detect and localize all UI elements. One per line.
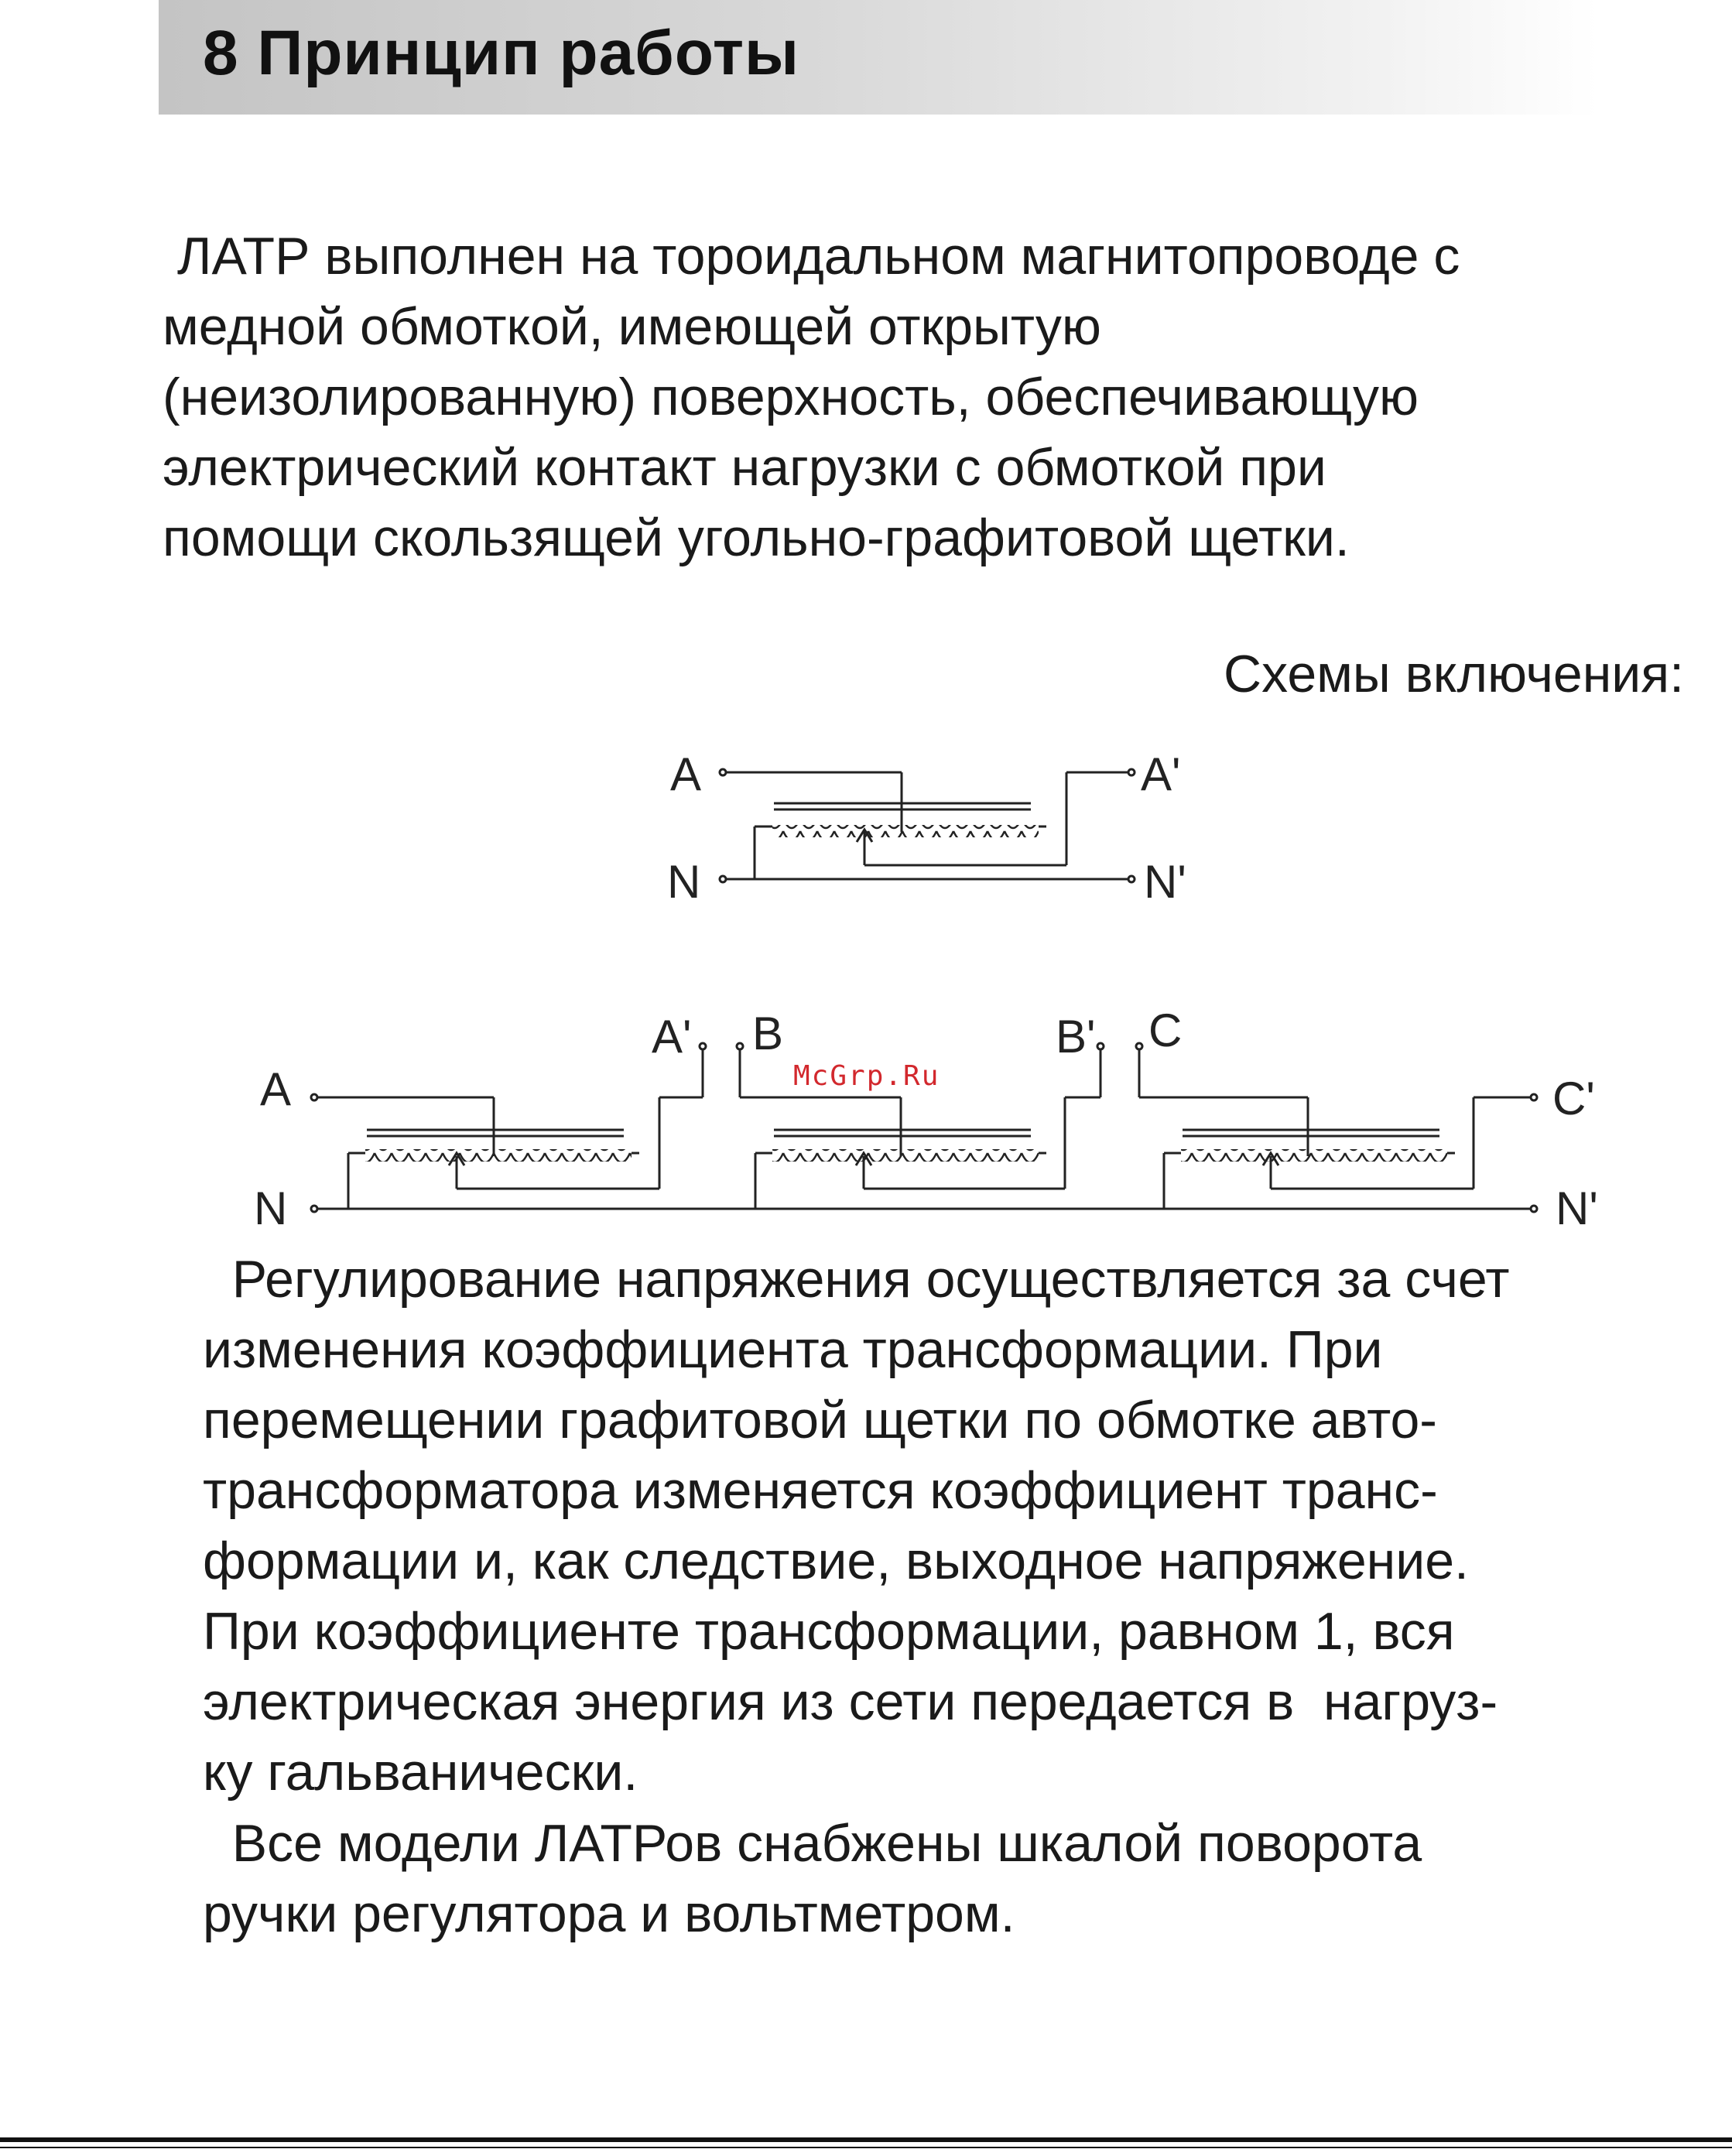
text-line: Все модели ЛАТРов снабжены шкалой поворота xyxy=(203,1814,1422,1873)
text-line: электрическая энергия из сети передается в нагруз- xyxy=(203,1672,1498,1731)
models-paragraph xyxy=(203,1809,1422,1949)
text-line: перемещении графитовой щетки по обмотке авто- xyxy=(203,1391,1437,1449)
text-line: ручки регулятора и вольтметром. xyxy=(203,1884,1015,1943)
text-line: медной обмоткой, имеющей открытую xyxy=(163,297,1101,356)
terminal xyxy=(720,769,726,775)
terminal-label: A xyxy=(670,748,702,800)
terminal xyxy=(1531,1206,1537,1212)
regulation-paragraph xyxy=(203,1244,1510,1808)
text-line: электрический контакт нагрузки с обмоткой при xyxy=(163,438,1326,497)
text-line: трансформатора изменяется коэффициент транс- xyxy=(203,1461,1438,1520)
text-line: формации и, как следствие, выходное напряжение. xyxy=(203,1531,1469,1590)
text-line: изменения коэффициента трансформации. При xyxy=(203,1320,1383,1379)
winding-coil xyxy=(772,825,1039,837)
terminal-label: A' xyxy=(652,1011,692,1063)
terminal xyxy=(311,1206,317,1212)
terminal xyxy=(1136,1043,1142,1049)
terminal-label: N' xyxy=(1556,1182,1598,1234)
terminal-label: C xyxy=(1148,1004,1183,1056)
terminal-label: N xyxy=(667,856,701,908)
page-title: 8 Принцип работы xyxy=(203,18,800,88)
text-line: помощи скользящей угольно-графитовой щетки. xyxy=(163,508,1350,567)
text-line: (неизолированную) поверхность, обеспечивающую xyxy=(163,368,1419,426)
three-phase-diagram xyxy=(254,1004,1598,1234)
terminal xyxy=(720,876,726,882)
terminal xyxy=(1097,1043,1104,1049)
winding-coil xyxy=(1181,1149,1447,1162)
text-line: ку гальванически. xyxy=(203,1743,638,1802)
terminal-label: N' xyxy=(1144,856,1186,908)
text-line: При коэффициенте трансформации, равном 1, вся xyxy=(203,1602,1455,1661)
terminal-label: B' xyxy=(1056,1011,1096,1063)
terminal-label: B xyxy=(752,1008,784,1059)
terminal xyxy=(1128,769,1135,775)
terminal xyxy=(700,1043,706,1049)
text-line: Регулирование напряжения осуществляется за счет xyxy=(203,1250,1510,1309)
terminal-label: C' xyxy=(1552,1073,1595,1124)
single-phase-diagram xyxy=(667,748,1186,908)
winding-coil xyxy=(365,1149,632,1162)
terminal-label: A' xyxy=(1141,748,1181,800)
terminal xyxy=(737,1043,743,1049)
terminal-label: N xyxy=(254,1182,288,1234)
terminal xyxy=(311,1094,317,1100)
footer-rule xyxy=(0,2147,1732,2148)
terminal xyxy=(1531,1094,1537,1100)
text-line: ЛАТР выполнен на тороидальном магнитопроводе с xyxy=(163,227,1460,286)
winding-coil xyxy=(772,1149,1039,1162)
terminal xyxy=(1128,876,1135,882)
watermark: McGrp.Ru xyxy=(793,1060,940,1092)
diagram-caption: Схемы включения: xyxy=(1224,645,1684,703)
terminal-label: A xyxy=(260,1063,292,1115)
footer-rule xyxy=(0,2137,1732,2142)
